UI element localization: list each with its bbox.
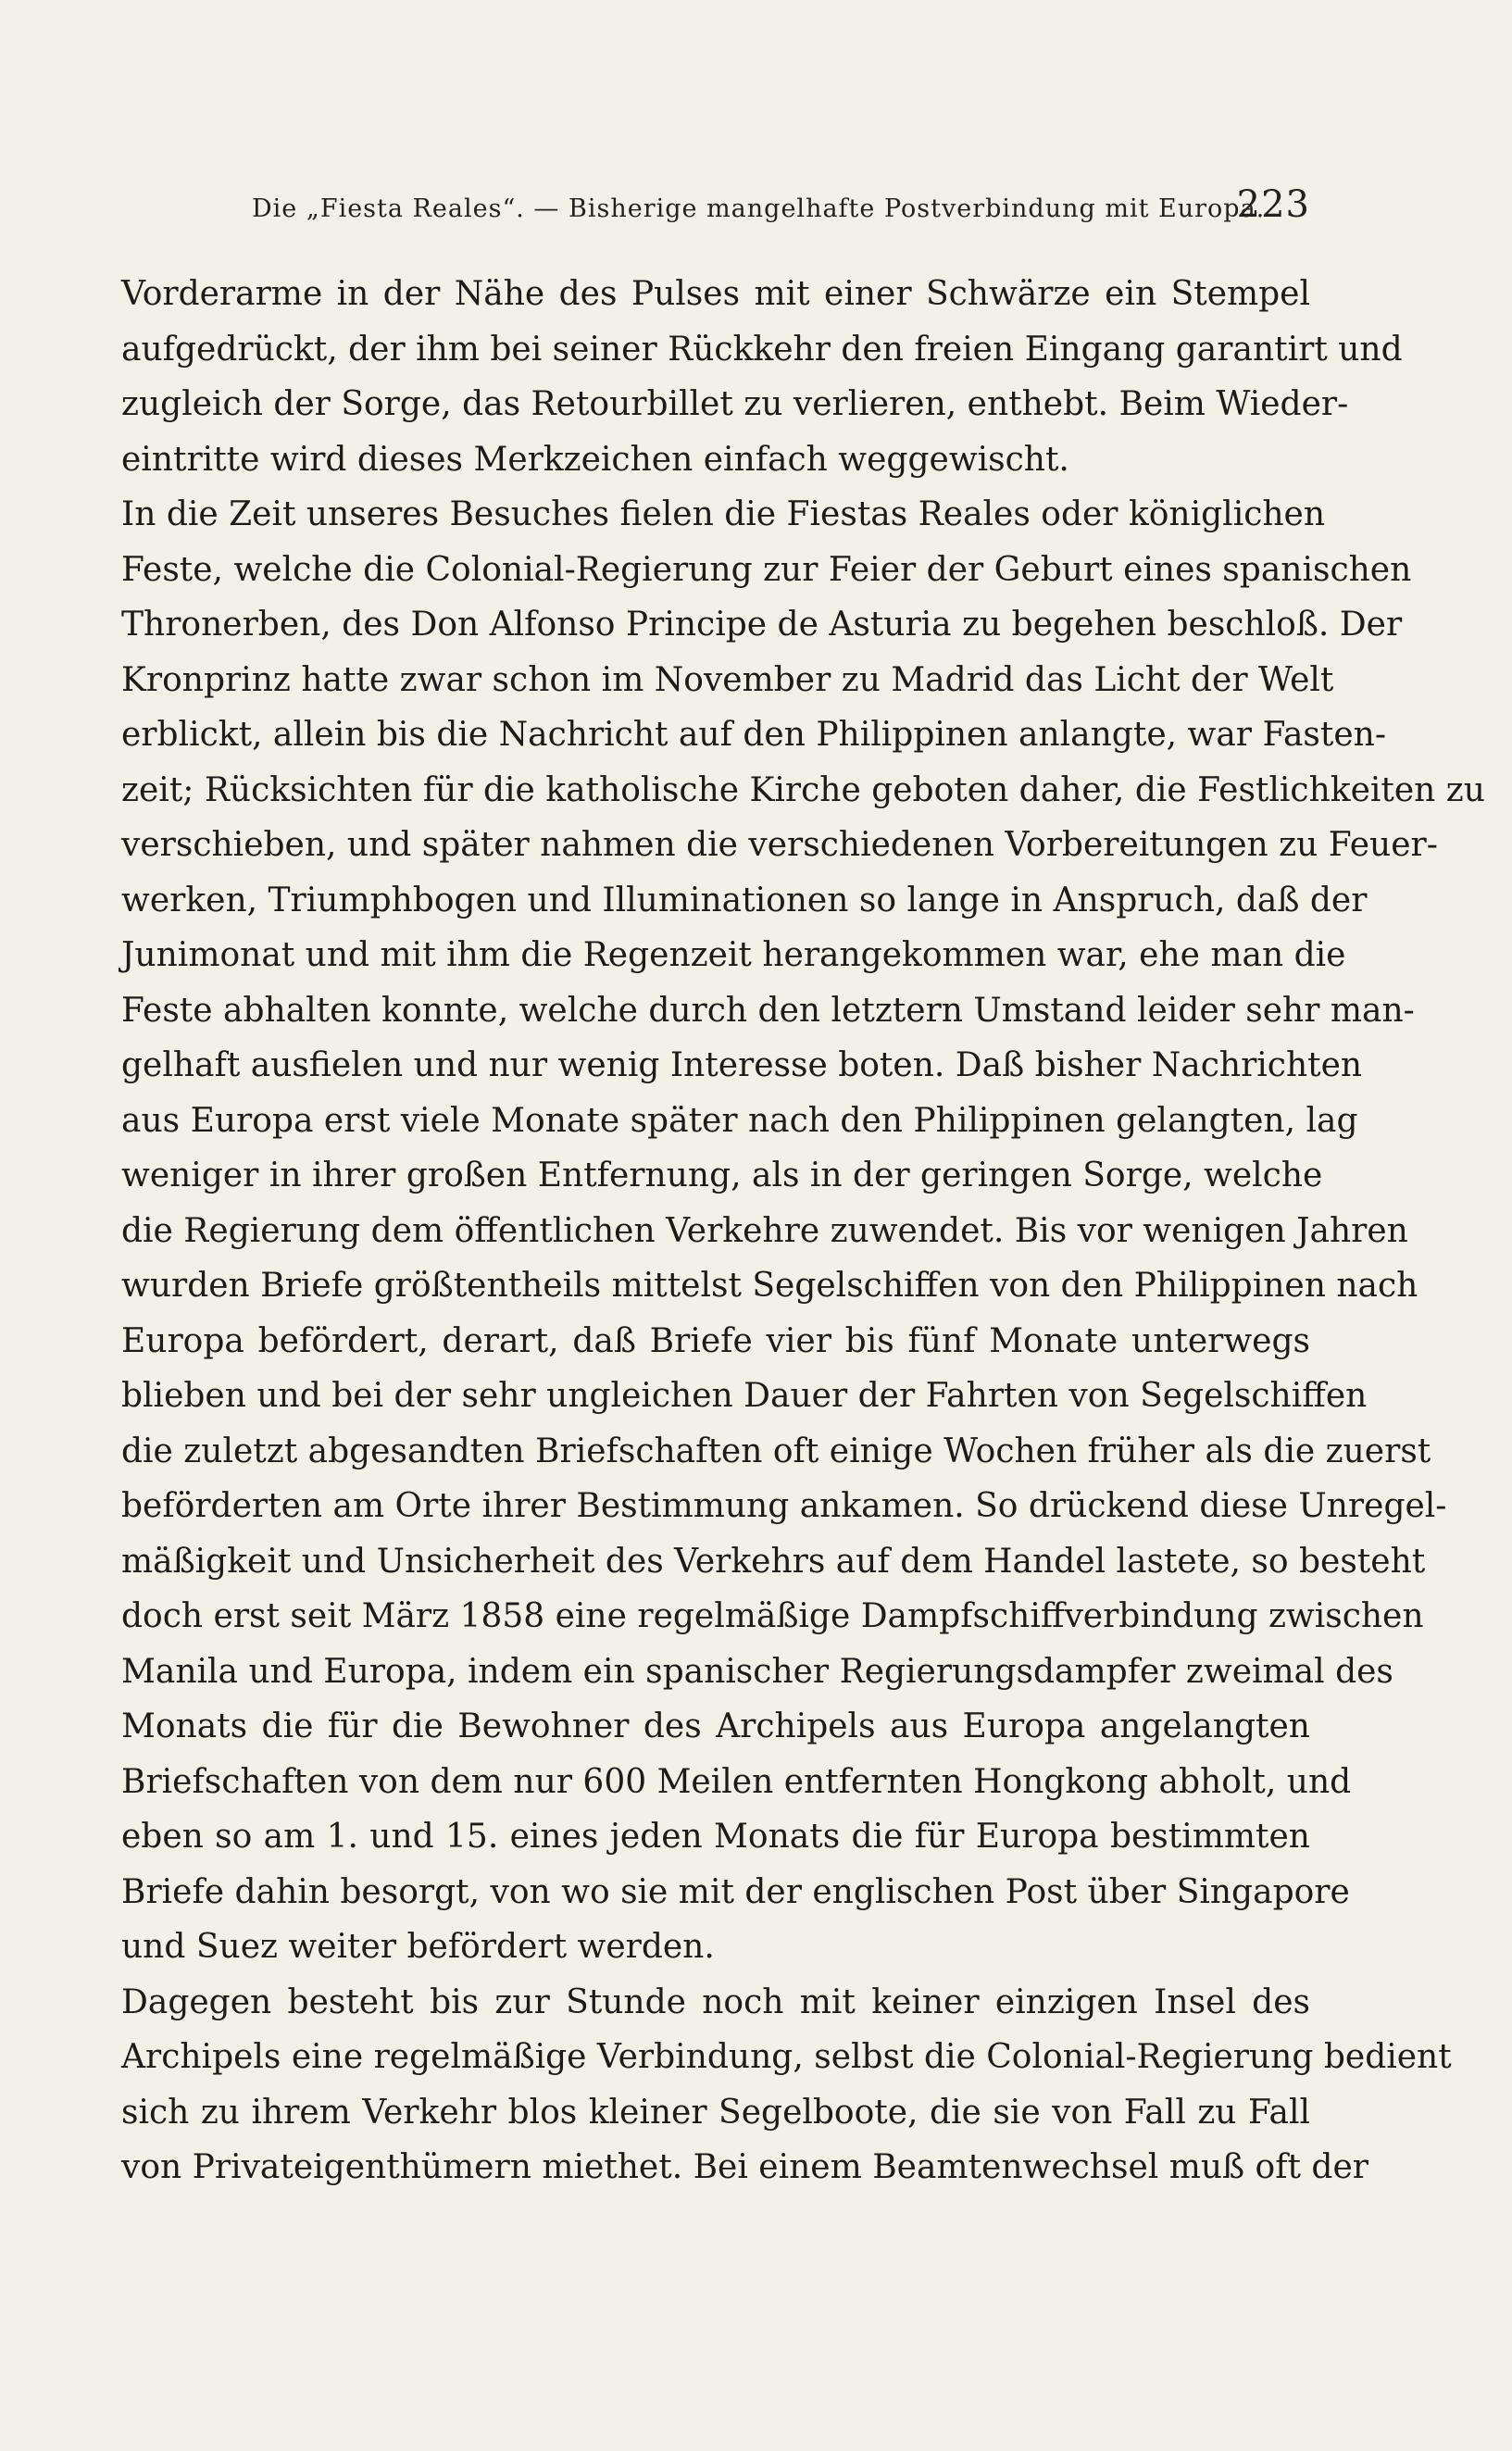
text-line: aufgedrückt, der ihm bei seiner Rückkehr den freien Eingang garantirt und — [121, 330, 1403, 369]
text-line: eben so am 1. und 15. eines jeden Monats die für Europa bestimmten — [121, 1818, 1310, 1856]
text-line: Junimonat und mit ihm die Regenzeit herangekommen war, ehe man die — [121, 936, 1346, 974]
running-head — [252, 183, 1310, 235]
text-line: werken, Triumphbogen und Illuminationen so lange in Anspruch, daß der — [121, 881, 1368, 919]
text-line: die zuletzt abgesandten Briefschaften oft einige Wochen früher als die zuerst — [121, 1432, 1431, 1470]
text-line: Thronerben, des Don Alfonso Principe de Asturia zu begehen beschloß. Der — [121, 606, 1403, 644]
text-line: eintritte wird dieses Merkzeichen einfach weggewischt. — [121, 440, 1069, 479]
text-line: zeit; Rücksichten für die katholische Kirche geboten daher, die Festlichkeiten zu — [121, 770, 1485, 809]
text-line: Manila und Europa, indem ein spanischer Regierungsdampfer zweimal des — [121, 1652, 1393, 1691]
text-line: Archipels eine regelmäßige Verbindung, selbst die Colonial-Regierung bedient — [121, 2038, 1452, 2076]
text-line: Kronprinz hatte zwar schon im November zu Madrid das Licht der Welt — [121, 660, 1334, 699]
text-line: Monats die für die Bewohner des Archipels aus Europa angelangten — [121, 1707, 1310, 1745]
text-line: zugleich der Sorge, das Retourbillet zu verlieren, enthebt. Beim Wieder- — [121, 385, 1349, 423]
text-line: mäßigkeit und Unsicherheit des Verkehrs auf dem Handel lastete, so besteht — [121, 1542, 1426, 1581]
text-line: Briefe dahin besorgt, von wo sie mit der englischen Post über Singapore — [121, 1872, 1350, 1911]
page-number: 223 — [1236, 183, 1310, 226]
text-line: aus Europa erst viele Monate später nach den Philippinen gelangten, lag — [121, 1101, 1358, 1140]
text-line: Briefschaften von dem nur 600 Meilen entfernten Hongkong abholt, und — [121, 1762, 1352, 1801]
text-line: doch erst seit März 1858 eine regelmäßige Dampfschiffverbindung zwischen — [121, 1597, 1424, 1635]
text-line: wurden Briefe größtentheils mittelst Segelschiffen von den Philippinen nach — [121, 1267, 1418, 1305]
text-line: von Privateigenthümern miethet. Bei einem Beamtenwechsel muß oft der — [121, 2148, 1368, 2186]
text-line: sich zu ihrem Verkehr blos kleiner Segelboote, die sie von Fall zu Fall — [121, 2093, 1310, 2132]
text-line: Feste abhalten konnte, welche durch den letztern Umstand leider sehr man- — [121, 991, 1415, 1030]
text-line: blieben und bei der sehr ungleichen Dauer der Fahrten von Segelschiffen — [121, 1377, 1368, 1415]
body-text — [121, 267, 1485, 2195]
text-line: die Regierung dem öffentlichen Verkehre zuwendet. Bis vor wenigen Jahren — [121, 1211, 1408, 1250]
text-line: Feste, welche die Colonial-Regierung zur Feier der Geburt eines spanischen — [121, 550, 1412, 589]
text-line: Europa befördert, derart, daß Briefe vier bis fünf Monate unterwegs — [121, 1321, 1310, 1360]
text-line: verschieben, und später nahmen die verschiedenen Vorbereitungen zu Feuer- — [121, 826, 1438, 864]
text-line: Vorderarme in der Nähe des Pulses mit einer Schwärze ein Stempel — [121, 275, 1310, 313]
text-line: und Suez weiter befördert werden. — [121, 1928, 715, 1966]
text-line: weniger in ihrer großen Entfernung, als in der geringen Sorge, welche — [121, 1157, 1323, 1194]
text-line: In die Zeit unseres Besuches fielen die Fiestas Reales oder königlichen — [121, 495, 1326, 533]
text-line: gelhaft ausfielen und nur wenig Interesse boten. Daß bisher Nachrichten — [121, 1046, 1363, 1084]
text-line: Dagegen besteht bis zur Stunde noch mit keiner einzigen Insel des — [121, 1982, 1310, 2021]
running-title: Die „Fiesta Reales“. — Bisherige mangelhafte Postverbindung mit Europa. — [252, 194, 1266, 223]
text-line: beförderten am Orte ihrer Bestimmung ankamen. So drückend diese Unregel- — [121, 1487, 1447, 1525]
text-line: erblickt, allein bis die Nachricht auf den Philippinen anlangte, war Fasten- — [121, 716, 1387, 754]
